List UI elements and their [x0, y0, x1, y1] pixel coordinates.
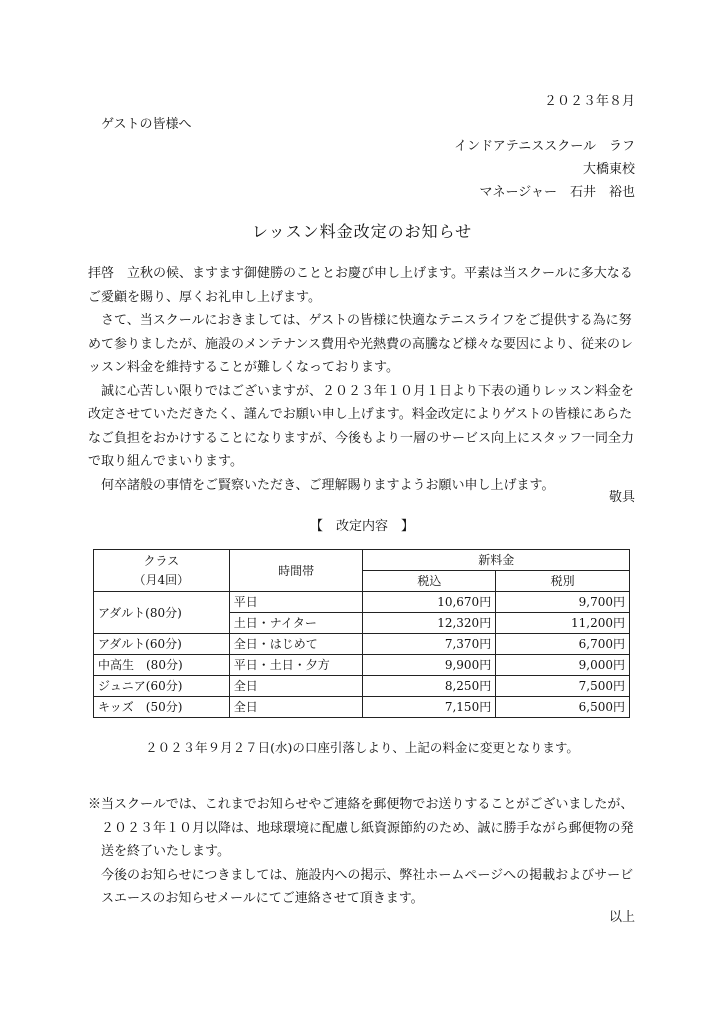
letter-body [88, 262, 640, 497]
class-cell: キッズ (50分) [94, 697, 230, 718]
greeting-paragraph: 拝啓 立秋の候、ますます御健勝のこととお慶び申し上げます。平素は当スクールに多大なるご愛顧を賜り、厚くお礼申し上げます。 [88, 266, 633, 305]
notice-line-postal: ２０２３年１０月以降は、地球環境に配慮し紙資源節約のため、誠に勝手ながら郵便物の発送を終了いたします。 [101, 820, 634, 859]
tax-included-cell: 7,370円 [363, 634, 496, 655]
reason-paragraph: さて、当スクールにおきましては、ゲストの皆様に快適なテニスライフをご提供する為に努めて参りましたが、施設のメンテナンス費用や光熱費の高騰など様々な要因により、従来のレッスン料金を維持することが難しくなっております。 [88, 313, 633, 375]
sender-person: マネージャー 石井 裕也 [479, 185, 635, 200]
notice-line-intro: ※当スクールでは、これまでお知らせやご連絡を郵便物でお送りすることがございましたが、 [88, 797, 634, 812]
sender-organization: インドアテニススクール ラフ [454, 139, 635, 154]
table-row [94, 676, 630, 697]
document-date: ２０２３年８月 [543, 94, 635, 109]
tax-included-cell: 9,900円 [363, 655, 496, 676]
header-class-label: クラス [143, 553, 180, 568]
tax-excluded-cell: 9,000円 [496, 655, 630, 676]
tax-excluded-cell: 11,200円 [496, 613, 630, 634]
notice-line-future: 今後のお知らせにつきましては、施設内への掲示、弊社ホームページへの掲載およびサービスエースのお知らせメールにてご連絡させて頂きます。 [101, 867, 634, 906]
table-header-row [94, 550, 630, 571]
sender-branch: 大橋東校 [582, 162, 635, 177]
class-cell: ジュニア(60分) [94, 676, 230, 697]
time-cell: 土日・ナイター [229, 613, 363, 634]
tax-excluded-cell: 9,700円 [496, 592, 630, 613]
time-cell: 平日 [229, 592, 363, 613]
tax-excluded-cell: 7,500円 [496, 676, 630, 697]
recipient: ゲストの皆様へ [101, 117, 192, 132]
time-cell: 全日 [229, 697, 363, 718]
time-cell: 平日・土日・夕方 [229, 655, 363, 676]
end-mark: 以上 [608, 910, 635, 925]
header-class-sub-label: （月4回） [133, 572, 190, 587]
tax-included-cell: 8,250円 [363, 676, 496, 697]
fee-table [93, 549, 630, 718]
tax-included-cell: 12,320円 [363, 613, 496, 634]
table-row [94, 592, 630, 613]
table-row [94, 655, 630, 676]
request-paragraph: 誠に心苦しい限りではございますが、２０２３年１０月１日より下表の通りレッスン料金を改定させていただきたく、謹んでお願い申し上げます。料金改定によりゲストの皆様にあらたなご負担をおかけすることになりますが、今後もより一層のサービス向上にスタッフ一同全力で取り組んでまいります。 [88, 383, 635, 469]
header-class [94, 550, 230, 592]
tax-excluded-cell: 6,700円 [496, 634, 630, 655]
document-title: レッスン料金改定のお知らせ [251, 222, 473, 241]
table-caption: 【 改定内容 】 [309, 519, 414, 534]
class-cell: アダルト(60分) [94, 634, 230, 655]
header-new-fee: 新料金 [363, 550, 630, 571]
time-cell: 全日・はじめて [229, 634, 363, 655]
class-cell: アダルト(80分) [94, 592, 230, 634]
header-tax-included: 税込 [363, 571, 496, 592]
table-row [94, 634, 630, 655]
notice-block [88, 793, 640, 911]
header-tax-excluded: 税別 [496, 571, 630, 592]
closing-word: 敬具 [608, 490, 635, 505]
tax-excluded-cell: 6,500円 [496, 697, 630, 718]
header-time: 時間帯 [229, 550, 363, 592]
table-note: ２０２３年９月２７日(水)の口座引落しより、上記の料金に変更となります。 [145, 740, 579, 755]
table-row [94, 697, 630, 718]
tax-included-cell: 10,670円 [363, 592, 496, 613]
time-cell: 全日 [229, 676, 363, 697]
class-cell: 中高生 (80分) [94, 655, 230, 676]
closing-request-paragraph: 何卒諸般の事情をご賢察いただき、ご理解賜りますようお願い申し上げます。 [101, 477, 555, 493]
tax-included-cell: 7,150円 [363, 697, 496, 718]
